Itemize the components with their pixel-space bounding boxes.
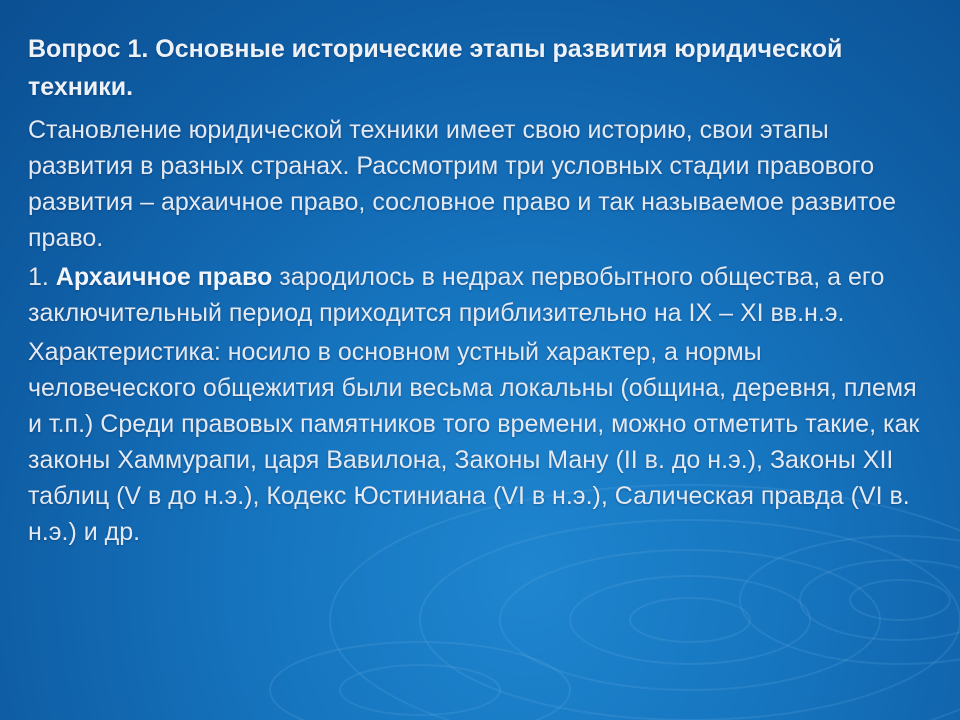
slide-content [28,30,933,553]
point-1-number: 1. [28,263,56,291]
characteristic-paragraph: Характеристика: носило в основном устный характер, а нормы человеческого общежития были весьма локальны (община, деревня, племя и т.п.) Среди правовых памятников того времени, можно отметить такие, как законы Хаммурапи, царя Вавилона, Законы Ману (II в. до н.э.), Законы XII таблиц (V в до н.э.), Кодекс Юстиниана (VI в н.э.), Салическая правда (VI в. н.э.) и др. [28,338,920,546]
point-1-text: зародилось в недрах первобытного общества, а его заключительный период приходится приблизительно на IX – XI вв.н.э. [28,263,885,327]
point-1-term: Архаичное право [55,263,273,291]
slide-title: Вопрос 1. Основные исторические этапы развития юридической техники. [28,35,843,101]
point-1-paragraph [28,259,933,331]
intro-paragraph: Становление юридической техники имеет свою историю, свои этапы развития в разных странах. Рассмотрим три условных стадии правового развития – архаичное право, сословное право и так называемое развитое право. [28,116,897,252]
